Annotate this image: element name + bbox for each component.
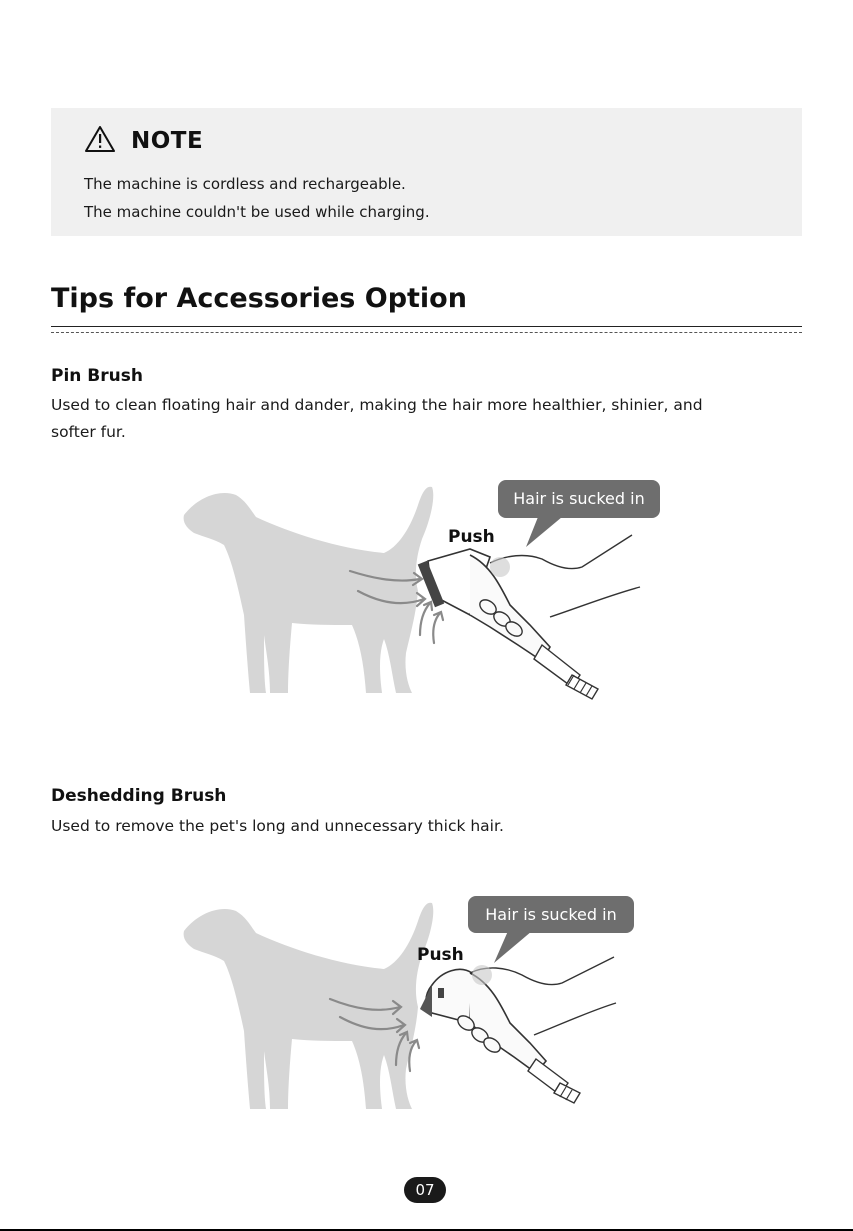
description-line: softer fur. [51, 423, 126, 441]
page-number-badge: 07 [404, 1177, 446, 1203]
callout-text: Hair is sucked in [513, 489, 645, 508]
pin-brush-title: Pin Brush [51, 366, 143, 386]
push-label: Push [448, 527, 495, 547]
warning-triangle-icon [84, 125, 116, 153]
callout-bubble [468, 896, 634, 963]
description-line: Used to remove the pet's long and unnecessary thick hair. [51, 817, 504, 835]
deshedding-brush-tool [420, 957, 616, 1103]
dog-silhouette [184, 487, 434, 693]
heading-dashed-divider [51, 332, 802, 333]
deshedding-brush-illustration [170, 893, 670, 1118]
push-label: Push [417, 945, 464, 965]
note-text [84, 170, 430, 226]
pin-brush-illustration [170, 475, 670, 700]
note-box [51, 108, 802, 236]
note-line: The machine is cordless and rechargeable. [84, 175, 406, 193]
deshedding-brush-title: Deshedding Brush [51, 786, 227, 806]
section-title: Tips for Accessories Option [51, 283, 467, 314]
heading-divider [51, 326, 802, 327]
pin-brush-tool [418, 535, 640, 699]
note-line: The machine couldn't be used while charging. [84, 203, 430, 221]
callout-bubble [498, 480, 660, 547]
deshedding-brush-description [51, 813, 811, 840]
pin-brush-description [51, 392, 811, 446]
callout-text: Hair is sucked in [485, 905, 617, 924]
dog-silhouette [184, 903, 434, 1109]
description-line: Used to clean floating hair and dander, making the hair more healthier, shinier, and [51, 396, 703, 414]
note-title: NOTE [131, 128, 204, 154]
